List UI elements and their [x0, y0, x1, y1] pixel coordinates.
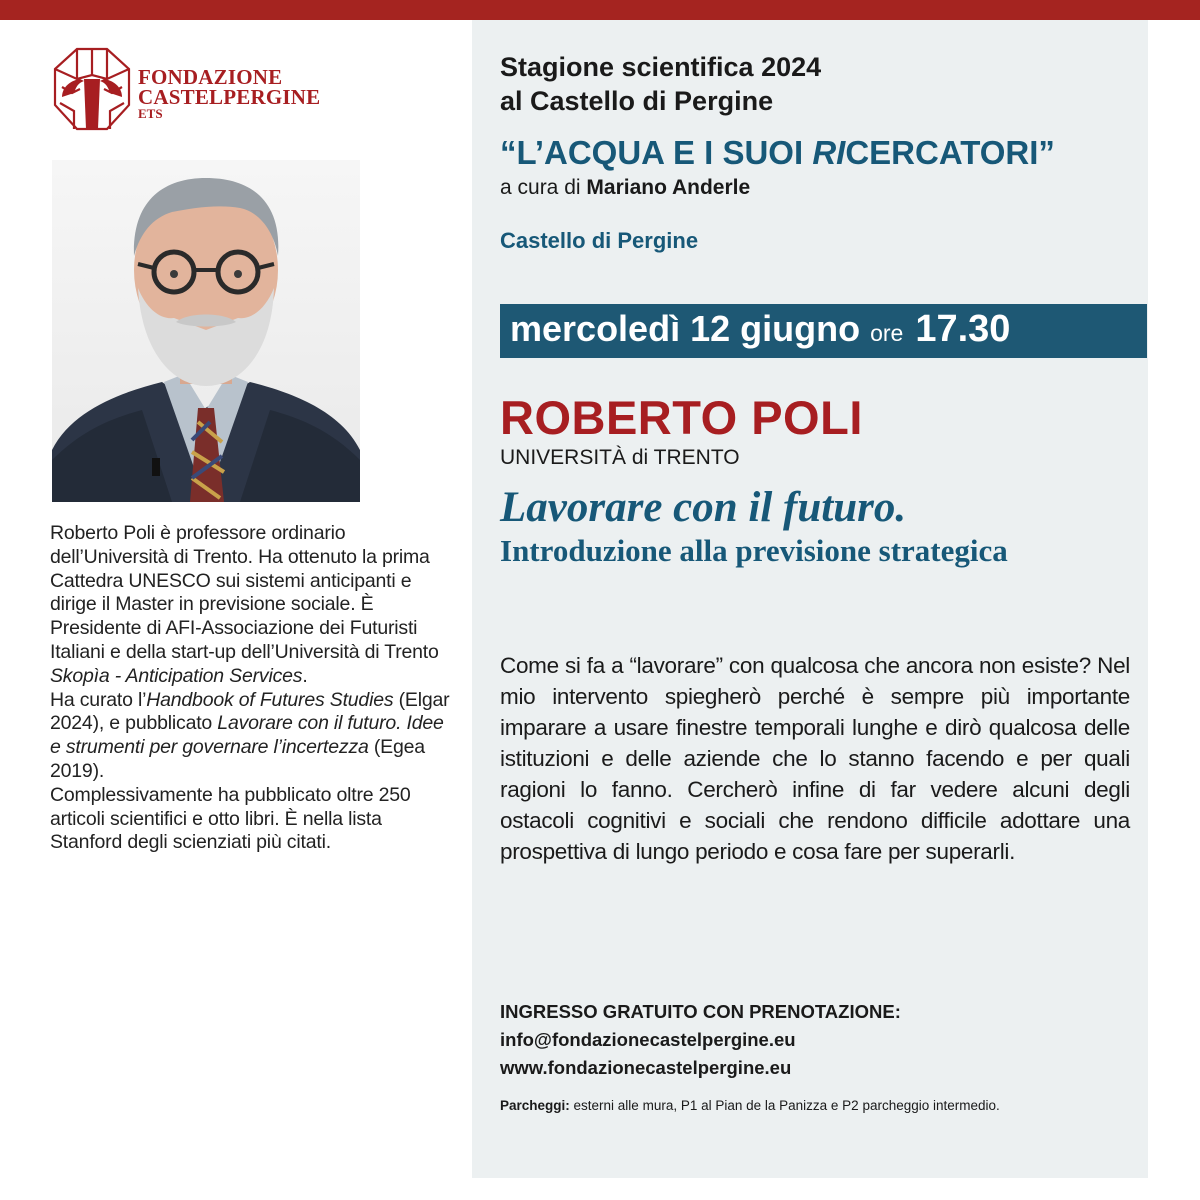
top-color-bar — [0, 0, 1200, 20]
castle-tower-logo-icon — [50, 45, 134, 135]
speaker-name: ROBERTO POLI — [500, 391, 863, 444]
talk-subtitle: Introduzione alla previsione strategica — [500, 533, 1008, 568]
curator-line: a cura di Mariano Anderle — [500, 176, 751, 199]
booking-email[interactable]: info@fondazionecastelpergine.eu — [500, 1029, 796, 1050]
speaker-photo — [52, 160, 360, 502]
speaker-biography — [50, 522, 450, 855]
event-time: 17.30 — [915, 308, 1011, 350]
parking-label: Parcheggi: — [500, 1098, 570, 1113]
booking-info — [500, 998, 901, 1082]
parking-info — [500, 1096, 1000, 1116]
logo-line-3: ETS — [138, 106, 163, 121]
venue: Castello di Pergine — [500, 228, 699, 253]
date-banner — [500, 304, 1147, 358]
booking-website[interactable]: www.fondazionecastelpergine.eu — [500, 1057, 792, 1078]
bio-paragraph-2: Ha curato l’Handbook of Futures Studies (Elgar 2024), e pubblicato Lavorare con il futuro. Idee e strumenti per governare l’incertezza (Egea 2019). — [50, 688, 450, 782]
bio-paragraph-1: Roberto Poli è professore ordinario dell’Università di Trento. Ha ottenuto la prima Cattedra UNESCO sui sistemi anticipanti e dirige il Master in previsione sociale. È Presidente di AFI-Associazione dei Futuristi Italiani e della start-up dell’Università di Trento Skopìa - Anticipation Services. — [50, 522, 439, 687]
speaker-affiliation: UNIVERSITÀ di TRENTO — [500, 446, 740, 469]
talk-title: Lavorare con il futuro. — [500, 484, 907, 531]
parking-text: esterni alle mura, P1 al Pian de la Panizza e P2 parcheggio intermedio. — [569, 1098, 1000, 1113]
logo-line-2: CASTELPERGINE — [138, 85, 321, 109]
logo-line-1: FONDAZIONE — [138, 65, 283, 89]
booking-heading: INGRESSO GRATUITO CON PRENOTAZIONE: — [500, 1001, 901, 1022]
ore-label: ore — [870, 320, 904, 346]
event-date: mercoledì 12 giugno — [510, 308, 861, 349]
season-line-1: Stagione scientifica 2024 — [500, 52, 822, 82]
speaker-portrait-icon — [52, 160, 360, 502]
bio-paragraph-3: Complessivamente ha pubblicato oltre 250 articoli scientifici e otto libri. È nella lista Stanford degli scienziati più citati. — [50, 783, 411, 854]
foundation-logo — [50, 45, 370, 135]
talk-abstract: Come si fa a “lavorare” con qualcosa che ancora non esiste? Nel mio intervento spiegherò perché è sempre più importante imparare a usare finestre temporali lunghe e dirò qualcosa delle istituzioni e delle aziende che lo stanno facendo e per quali ragioni lo fanno. Cercherò infine di far vedere alcuni degli ostacoli cognitivi e sociali che rendono difficile adottare una prospettiva di lungo periodo e cosa fare per superarli. — [500, 653, 1130, 864]
cycle-title: “L’ACQUA E I SUOI RICERCATORI” — [500, 134, 1055, 171]
season-line-2: al Castello di Pergine — [500, 86, 774, 116]
season-heading — [500, 50, 1140, 118]
curator-name: Mariano Anderle — [586, 176, 751, 199]
